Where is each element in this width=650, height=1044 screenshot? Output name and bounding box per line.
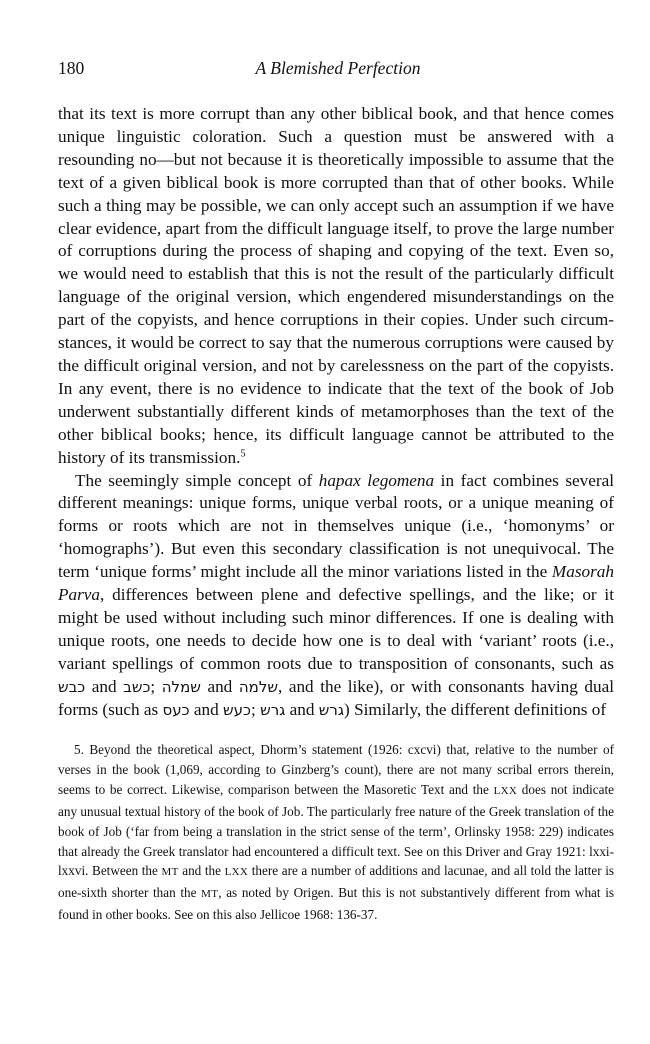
text-run: ; [150, 676, 162, 696]
text-run: does not indicate any unusual textual history of the book of Job. The particularly free nature of the Greek translation of the book of Job (‘far from being a translation in the strict sense of the term’, Orlinsky 1958: 229) indicates that already the Greek translator had encountered a difficult text. See on this Driver and Gray 1921: lxxi-lxxvi. Between the [58, 781, 614, 879]
text-run: , as noted by Origen. But this is not substantively different from what is found in other books. See on this also Jellicoe 1968: 136-37. [58, 885, 615, 923]
running-title: A Blemished Perfection [255, 58, 421, 78]
paragraph [58, 103, 614, 470]
abbreviation: MT [161, 866, 179, 879]
text-run: and [189, 699, 224, 719]
abbreviation: LXX [493, 784, 518, 797]
footnote-number: 5. [74, 742, 84, 757]
hebrew-word: כשב [123, 677, 151, 696]
hebrew-word: כעש [223, 700, 251, 719]
text-run: ) Similarly, the different definitions of [344, 699, 607, 719]
abbreviation: LXX [224, 866, 249, 879]
footnote [58, 740, 614, 925]
text-run: , differences between plene and defective spellings, and the like; or it might be used without including such minor differences. If one is dealing with unique roots, one needs to decide how one is to deal with ‘variant’ roots (i.e., variant spellings of common roots due to transposition of consonants, such as [58, 585, 614, 673]
paragraph [58, 470, 614, 722]
hebrew-word: גרש [260, 700, 286, 719]
paragraph-text: that its text is more corrupt than any other biblical book, and that hence comes unique linguistic coloration. Such a question must be answered with a resounding no—but not because it is theoretically impossible to assume that the text of a given biblical book is more corrupted than that of other books. While such a thing may be possible, we can only accept such an assumption if we have clear evidence, apart from the difficult language itself, to prove the large number of corruptions during the process of shaping and copying of the text. Even so, we would need to establish that this is not the result of the particularly difficult language of the original version, which engendered misunderstandings on the part of the copyists, and hence corruptions in their copies. Under such circumstances, it would be correct to say that the numerous corruptions were caused by the difficult original version, and not by carelessness on the part of the copyists. In any event, there is no evidence to indicate that the text of the book of Job underwent substantially different kinds of metamorphoses than the text of the other biblical books; hence, its difficult language cannot be attributed to the history of its transmission. [58, 104, 614, 467]
footnote-text [58, 740, 614, 925]
text-run: and [85, 676, 124, 696]
text-run: Beyond the theoretical aspect, Dhorm’s statement (1926: cxcvi) that, relative to the number of verses in the book (1,069, according to Ginzberg’s count), there are not many scribal errors therein, seems to be correct. Likewise, comparison between the Masoretic Text and the [58, 742, 614, 797]
hebrew-word: כעס [162, 700, 190, 719]
abbreviation: MT [201, 888, 219, 901]
page-header [58, 58, 618, 84]
italic-term: Masorah Parva [58, 562, 614, 605]
hebrew-word: שמלה [161, 677, 201, 696]
hebrew-word: שלמה [238, 677, 278, 696]
hebrew-word: גרש [318, 700, 345, 719]
text-run: and [200, 676, 239, 696]
text-run: and the [178, 863, 225, 879]
text-run: , and the like), or with consonants having dual forms (such as [58, 676, 614, 719]
text-run: ; [250, 699, 261, 719]
body-text [58, 103, 614, 721]
text-run: in fact combines several different meanings: unique forms, unique verbal roots, or a unique meaning of forms or roots which are not in themselves unique (i.e., ‘homonyms’ or ‘homographs’). But even this secondary classification is not unequivocal. The term ‘unique forms’ might include all the minor variations listed in the [58, 470, 615, 582]
text-run: The seemingly simple concept of [75, 470, 319, 490]
footnote-reference: 5 [240, 447, 246, 459]
italic-term: hapax legomena [318, 470, 435, 490]
text-run: and [285, 699, 319, 719]
text-run: there are a number of additions and lacunae, and all told the latter is one-sixth shorter than the [58, 863, 614, 901]
hebrew-word: כבש [58, 677, 86, 696]
page-number: 180 [58, 58, 85, 78]
